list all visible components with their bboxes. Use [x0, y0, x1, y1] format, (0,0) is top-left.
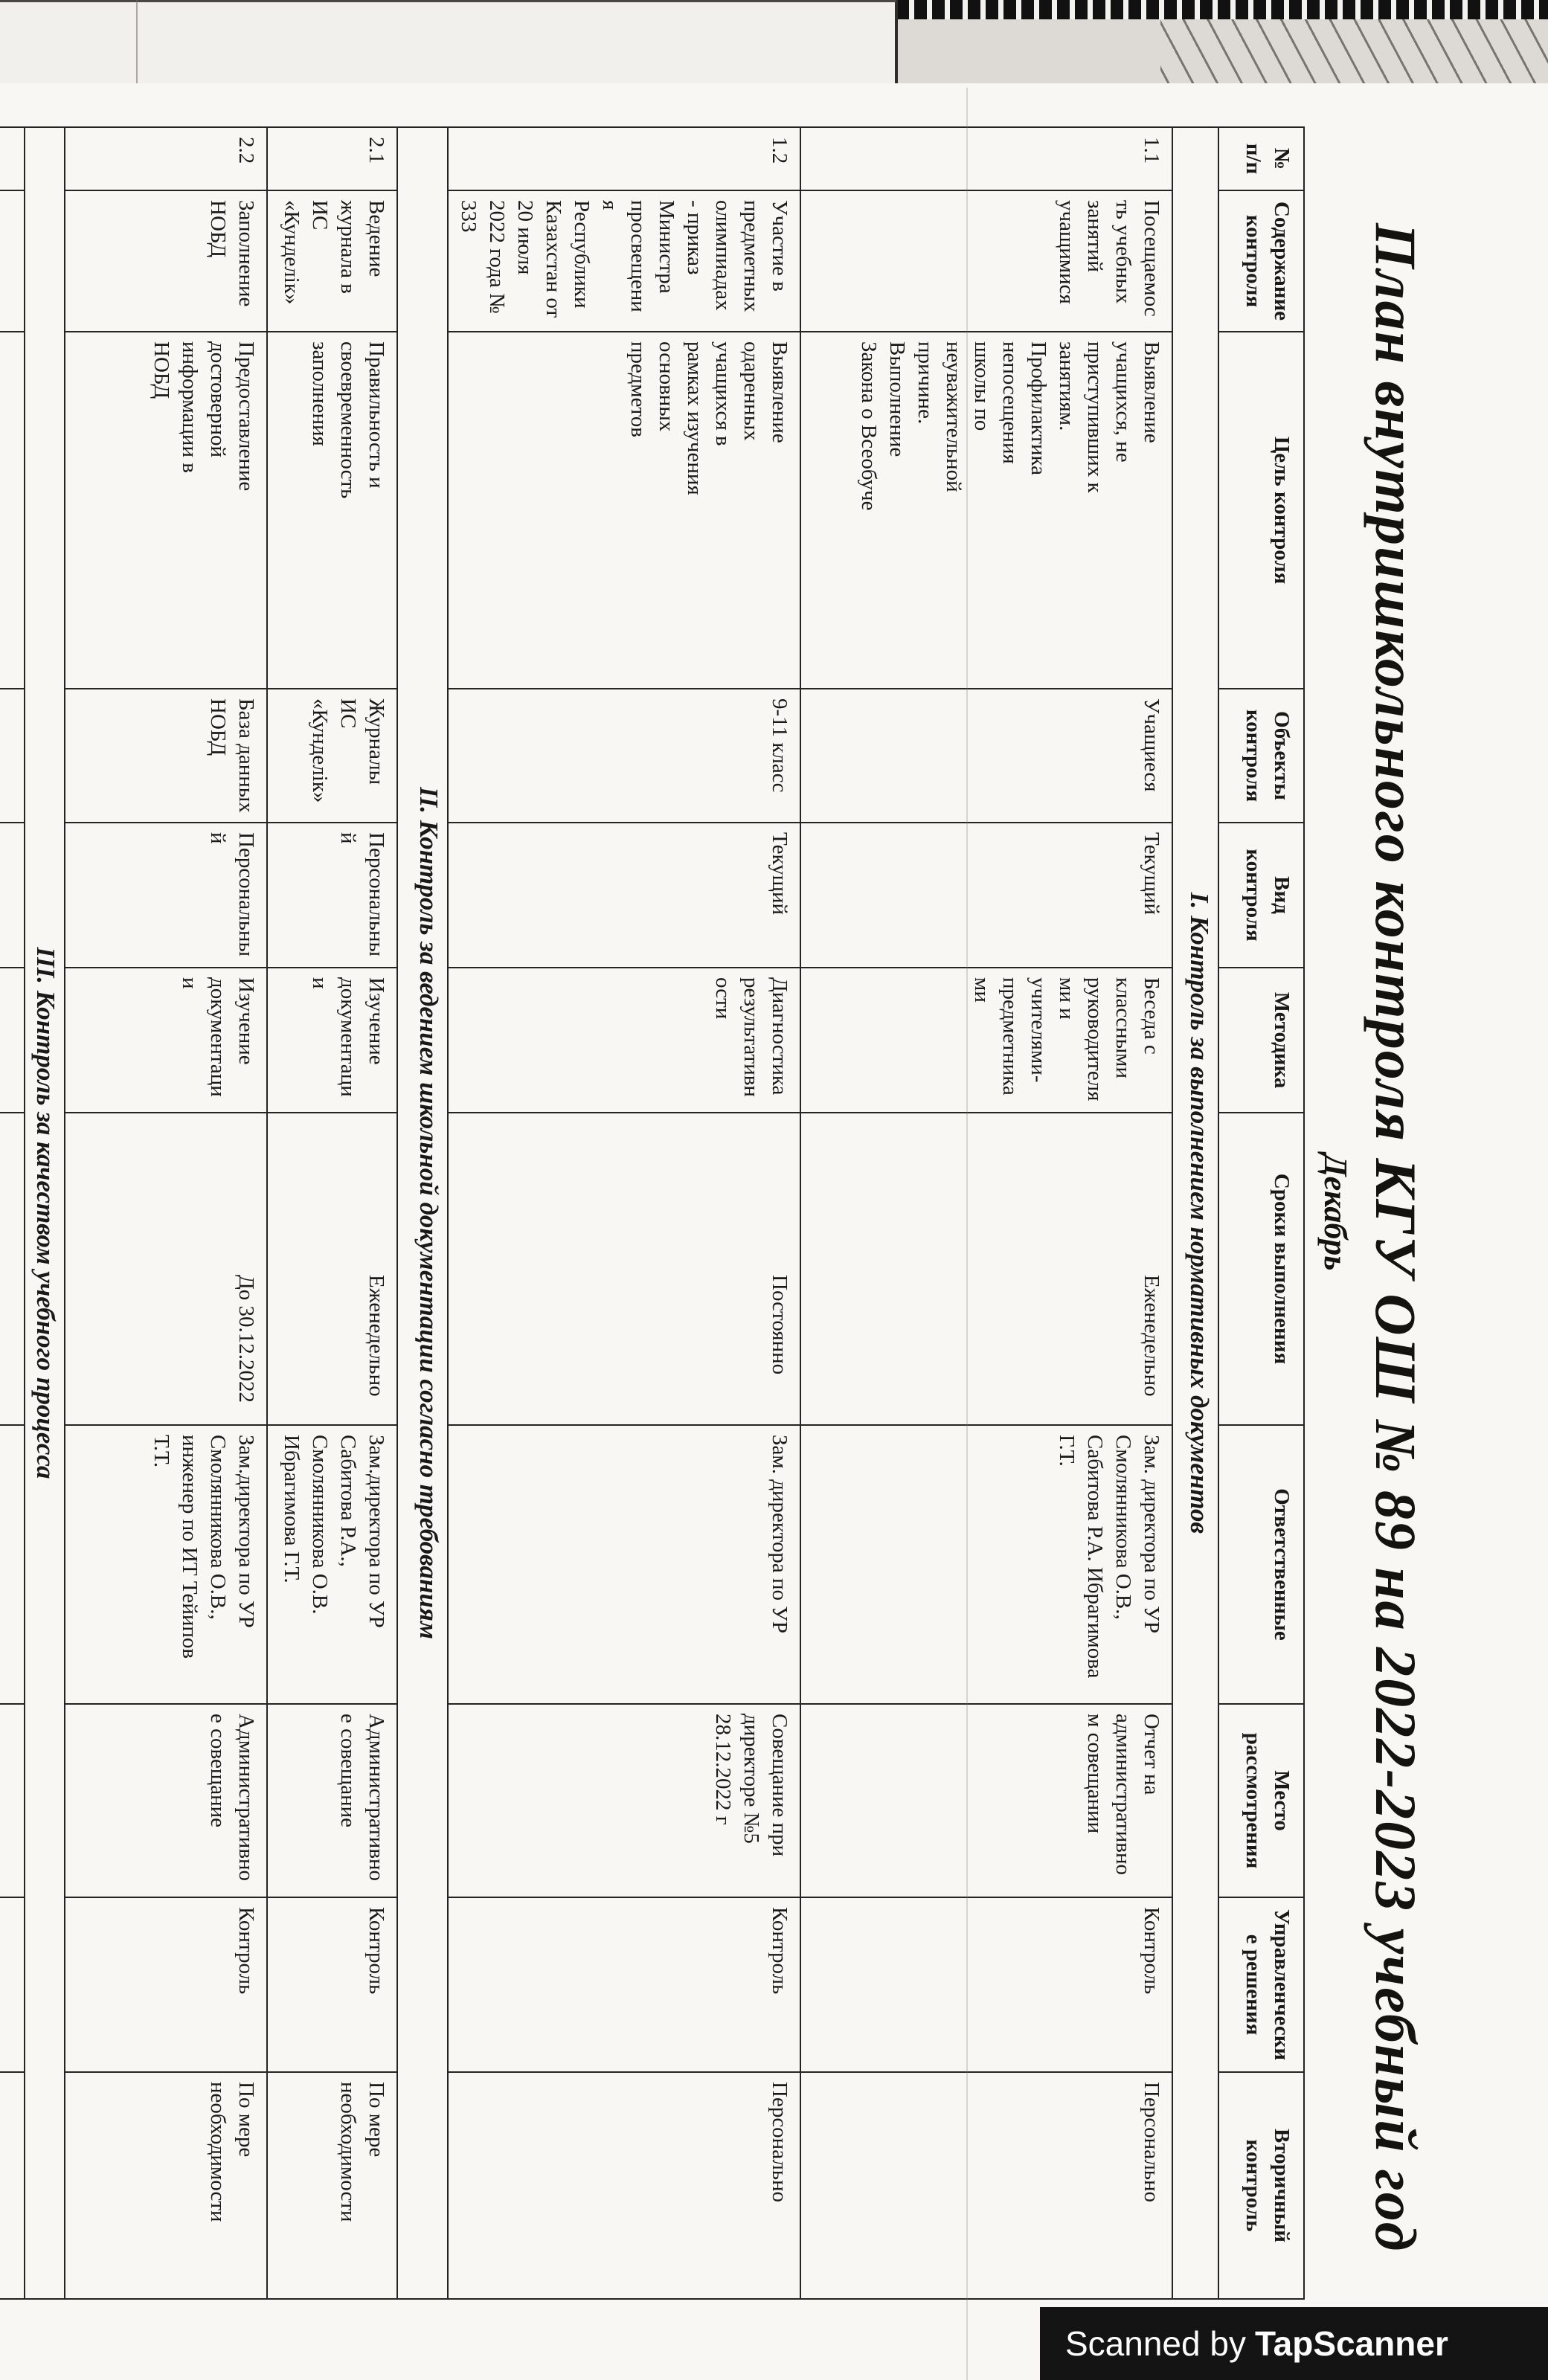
empty-cell: [0, 190, 25, 332]
empty-cell: [0, 1704, 25, 1897]
cell-2-1-place: Административное совещание: [267, 1704, 397, 1897]
header-goal: Цель контроля: [1218, 332, 1304, 689]
cell-1-2-responsible: Зам. директора по УР: [448, 1425, 800, 1704]
section-row-3: [25, 127, 65, 2299]
cell-1-1-kind: Текущий: [800, 823, 1172, 968]
cell-2-2-goal: Предоставление достоверной информации в НОБД: [65, 332, 267, 689]
cell-1-2-place: Совещание при директоре №5 28.12.2022 г: [448, 1704, 800, 1897]
cell-1-2-objects: 9-11 класс: [448, 689, 800, 823]
cell-1-1-responsible: Зам. директора по УР Смолянникова О.В., Сабитова Р.А. Ибрагимова Г.Т.: [800, 1425, 1172, 1704]
header-timing: Сроки выполнения: [1218, 1113, 1304, 1425]
empty-cell: [0, 1113, 25, 1425]
cell-1-1-decision: Контроль: [800, 1897, 1172, 2072]
header-responsible: Ответственные: [1218, 1425, 1304, 1704]
cell-1-2-goal: Выявление одаренных учащихся в рамках изучения основных предметов: [448, 332, 800, 689]
cell-2-1-secondary: По мере необходимости: [267, 2072, 397, 2299]
header-secondary: Вторичный контроль: [1218, 2072, 1304, 2299]
cell-1-2-timing: Постоянно: [448, 1113, 800, 1425]
cell-2-2-kind: Персональный: [65, 823, 267, 968]
cell-1-1-timing: Еженедельно: [800, 1113, 1172, 1425]
header-objects: Объекты контроля: [1218, 689, 1304, 823]
empty-cell: [0, 1425, 25, 1704]
cell-1-2-content: Участие в предметных олимпиадах - приказ Министра просвещения Республики Казахстан от 20 июля 2022 года № 333: [448, 190, 800, 332]
header-place: Место рассмотрения: [1218, 1704, 1304, 1897]
cell-1-1-num: 1.1: [800, 127, 1172, 190]
tapscanner-watermark: [1040, 2307, 1548, 2380]
control-plan-table: [0, 126, 1305, 2300]
cell-2-1-kind: Персональный: [267, 823, 397, 968]
cell-2-2-objects: База данных НОБД: [65, 689, 267, 823]
paper-crease-vertical: [966, 88, 968, 2380]
header-method: Методика: [1218, 968, 1304, 1113]
empty-cell: [0, 2072, 25, 2299]
cell-2-2-method: Изучение документации: [65, 968, 267, 1113]
cell-1-2-kind: Текущий: [448, 823, 800, 968]
cell-2-1-content: Ведение журнала в ИС «Кунделік»: [267, 190, 397, 332]
empty-row: [0, 127, 25, 2299]
empty-cell: [0, 1897, 25, 2072]
section-1-title: I. Контроль за выполнением нормативных документов: [1172, 127, 1218, 2299]
section-3-title: III. Контроль за качеством учебного процесса: [25, 127, 65, 2299]
cell-1-2-num: 1.2: [448, 127, 800, 190]
cell-2-1-goal: Правильность и своевременность заполнения: [267, 332, 397, 689]
empty-cell: [0, 968, 25, 1113]
cell-1-1-method: Беседа с классными руководителями и учителями-предметниками: [800, 968, 1172, 1113]
table-row-1-2: [448, 127, 800, 2299]
cell-2-2-decision: Контроль: [65, 1897, 267, 2072]
watermark-text: Scanned by: [1065, 2324, 1246, 2363]
cell-2-2-responsible: Зам.директора по УР Смолянникова О.В., инженер по ИТ Тейипов Т.Т.: [65, 1425, 267, 1704]
header-content: Содержание контроля: [1218, 190, 1304, 332]
section-row-1: [1172, 127, 1218, 2299]
cell-1-1-objects: Учащиеся: [800, 689, 1172, 823]
table-row-1-1: [800, 127, 1172, 2299]
cell-1-2-method: Диагностика результативности: [448, 968, 800, 1113]
watermark-brand: TapScanner: [1254, 2324, 1448, 2363]
cell-1-1-secondary: Персонально: [800, 2072, 1172, 2299]
cell-2-1-responsible: Зам.директора по УР Сабитова Р.А., Смолянникова О.В. Ибрагимова Г.Т.: [267, 1425, 397, 1704]
cell-1-2-secondary: Персонально: [448, 2072, 800, 2299]
empty-cell: [0, 823, 25, 968]
document-title: План внутришкольного контроля КГУ ОШ № 89 на 2022-2023 учебный год: [1364, 223, 1428, 2253]
table-row-2-1: [267, 127, 397, 2299]
header-decision: Управленчески е решения: [1218, 1897, 1304, 2072]
cell-2-2-num: 2.2: [65, 127, 267, 190]
header-row: [1218, 127, 1304, 2299]
cell-1-1-content: Посещаемость учебных занятий учащимися: [800, 190, 1172, 332]
cell-1-1-place: Отчет на административном совещании: [800, 1704, 1172, 1897]
table-row-2-2: [65, 127, 267, 2299]
cell-2-1-method: Изучение документации: [267, 968, 397, 1113]
cell-1-2-decision: Контроль: [448, 1897, 800, 2072]
cell-1-1-goal: Выявление учащихся, не приступивших к занятиям. Профилактика непосещения школы по неуважительной причине. Выполнение Закона о Всеобуче: [800, 332, 1172, 689]
cell-2-1-decision: Контроль: [267, 1897, 397, 2072]
empty-cell: [0, 127, 25, 190]
cell-2-1-timing: Еженедельно: [267, 1113, 397, 1425]
cell-2-1-num: 2.1: [267, 127, 397, 190]
section-2-title: II. Контроль за ведением школьной документации согласно требованиям: [397, 127, 448, 2299]
empty-cell: [0, 332, 25, 689]
empty-cell: [0, 689, 25, 823]
header-num: № п/п: [1218, 127, 1304, 190]
section-row-2: [397, 127, 448, 2299]
cell-2-2-content: Заполнение НОБД: [65, 190, 267, 332]
cell-2-2-secondary: По мере необходимости: [65, 2072, 267, 2299]
cell-2-1-objects: Журналы ИС «Кунделік»: [267, 689, 397, 823]
header-kind: Вид контроля: [1218, 823, 1304, 968]
document-subtitle: Декабрь: [1317, 1154, 1354, 1271]
cell-2-2-place: Административное совещание: [65, 1704, 267, 1897]
cell-2-2-timing: До 30.12.2022: [65, 1113, 267, 1425]
